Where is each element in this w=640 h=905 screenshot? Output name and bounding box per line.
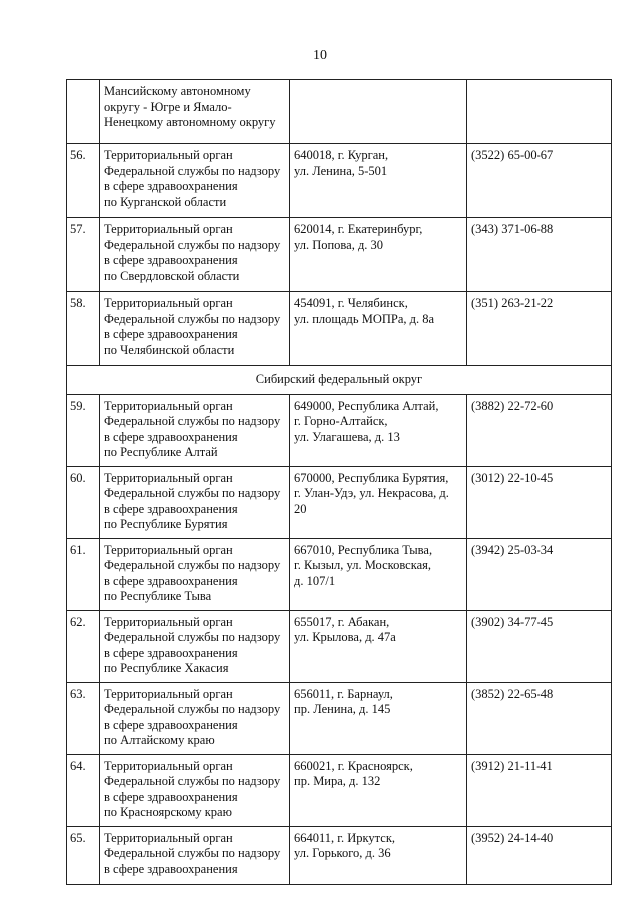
organization-name-line: по Свердловской области — [104, 268, 240, 283]
organization-name-line: по Красноярскому краю — [104, 805, 232, 819]
organization-name-line: Федеральной службы по надзору — [104, 486, 281, 500]
organization-name-line: Территориальный орган — [104, 614, 233, 629]
organization-name-line: в сфере здравоохранения — [104, 327, 238, 341]
organization-name-line: Территориальный орган — [104, 398, 233, 413]
organization-name-line: Территориальный орган — [104, 296, 233, 310]
organization-phone: (351) 263-21-22 — [467, 292, 612, 366]
organization-name — [100, 292, 290, 366]
section-row — [67, 366, 612, 395]
row-number: 58. — [67, 292, 100, 366]
section-title: Сибирский федеральный округ — [67, 366, 612, 395]
organization-phone: (3012) 22-10-45 — [467, 466, 612, 538]
organization-name-line: по Республике Алтай — [104, 445, 218, 459]
organization-name-line: Территориальный орган — [104, 222, 233, 236]
organization-name-line: Федеральной службы по надзору — [104, 163, 281, 178]
page-number: 10 — [313, 48, 327, 63]
row-number: 62. — [67, 610, 100, 682]
organization-name — [100, 144, 290, 218]
organization-name-line: в сфере здравоохранения — [104, 501, 238, 516]
section-row-group — [67, 366, 612, 395]
organization-address — [290, 144, 467, 218]
organization-address-line: 667010, Республика Тыва, — [294, 542, 433, 557]
organization-address — [290, 754, 467, 826]
organization-name-line: в сфере здравоохранения — [104, 717, 238, 732]
organization-name — [100, 826, 290, 884]
organization-address-line: ул. площадь МОПРа, д. 8а — [294, 311, 435, 326]
table-row — [67, 682, 612, 754]
organization-name-line: в сфере здравоохранения — [104, 573, 238, 588]
organization-name-line: Территориальный орган — [104, 686, 233, 701]
organization-name-line: по Республике Тыва — [104, 589, 212, 603]
organization-address-line: пр. Ленина, д. 145 — [294, 702, 391, 716]
table-row — [67, 610, 612, 682]
organization-name — [100, 394, 290, 466]
row-number: 63. — [67, 682, 100, 754]
organization-name-line: Мансийскому автономному — [104, 84, 251, 98]
row-number: 64. — [67, 754, 100, 826]
organization-address — [290, 80, 467, 144]
row-number: 57. — [67, 218, 100, 292]
organization-phone: (3912) 21-11-41 — [467, 754, 612, 826]
table-row — [67, 292, 612, 366]
organization-name-line: в сфере здравоохранения — [104, 429, 238, 444]
row-number: 61. — [67, 538, 100, 610]
organization-address — [290, 826, 467, 884]
organization-address — [290, 682, 467, 754]
row-number — [67, 80, 100, 144]
organization-address — [290, 538, 467, 610]
organization-name-line: по Алтайскому краю — [104, 733, 215, 747]
organization-address-line: 620014, г. Екатеринбург, — [294, 222, 423, 236]
organization-name — [100, 682, 290, 754]
organization-name — [100, 80, 290, 144]
organization-name-line: в сфере здравоохранения — [104, 861, 238, 876]
organization-address-line: г. Кызыл, ул. Московская, — [294, 558, 431, 572]
organization-address-line: д. 107/1 — [294, 573, 336, 588]
organization-name-line: Федеральной службы по надзору — [104, 846, 281, 860]
organization-address-line: ул. Попова, д. 30 — [294, 237, 384, 252]
organization-address-line: 660021, г. Красноярск, — [294, 758, 413, 773]
organization-address-line: ул. Крылова, д. 47а — [294, 630, 396, 644]
organization-address — [290, 292, 467, 366]
organization-name-line: Федеральной службы по надзору — [104, 311, 281, 326]
organization-name — [100, 610, 290, 682]
organization-address — [290, 610, 467, 682]
organization-name-line: по Курганской области — [104, 194, 227, 209]
organization-address — [290, 466, 467, 538]
row-number: 65. — [67, 826, 100, 884]
organization-address-line: 670000, Республика Бурятия, — [294, 470, 449, 485]
organization-name-line: Федеральной службы по надзору — [104, 702, 281, 716]
table-row — [67, 394, 612, 466]
organization-name-line: Федеральной службы по надзору — [104, 558, 281, 572]
organization-phone — [467, 80, 612, 144]
organization-name-line: Федеральной службы по надзору — [104, 774, 281, 788]
organization-address-line: 655017, г. Абакан, — [294, 614, 390, 629]
organization-name — [100, 538, 290, 610]
organization-address-line: 656011, г. Барнаул, — [294, 686, 393, 701]
row-number: 59. — [67, 394, 100, 466]
organization-address-line: пр. Мира, д. 132 — [294, 774, 381, 788]
organization-address-line: 664011, г. Иркутск, — [294, 830, 396, 845]
organization-address-line: 649000, Республика Алтай, — [294, 398, 439, 413]
organization-name-line: Территориальный орган — [104, 830, 233, 845]
organization-address-line: г. Горно-Алтайск, — [294, 414, 388, 428]
organization-name-line: в сфере здравоохранения — [104, 253, 238, 267]
organization-name-line: по Республике Бурятия — [104, 517, 228, 531]
table-row — [67, 80, 612, 144]
table-row — [67, 218, 612, 292]
organization-name-line: Территориальный орган — [104, 758, 233, 773]
organizations-table — [66, 79, 612, 885]
table-row — [67, 754, 612, 826]
organization-phone: (3952) 24-14-40 — [467, 826, 612, 884]
organization-name-line: Федеральной службы по надзору — [104, 630, 281, 644]
organization-address-line: ул. Улагашева, д. 13 — [294, 429, 400, 444]
organization-name-line: Территориальный орган — [104, 542, 233, 557]
table-row — [67, 826, 612, 884]
organization-phone: (3882) 22-72-60 — [467, 394, 612, 466]
row-number: 60. — [67, 466, 100, 538]
organization-name-line: в сфере здравоохранения — [104, 645, 238, 660]
organization-address — [290, 394, 467, 466]
table-row — [67, 538, 612, 610]
organization-name-line: по Республике Хакасия — [104, 661, 229, 675]
organization-name-line: в сфере здравоохранения — [104, 789, 238, 804]
organization-name-line: Ненецкому автономному округу — [104, 115, 276, 129]
organization-address-line: ул. Ленина, 5-501 — [294, 163, 388, 178]
organization-name-line: Федеральной службы по надзору — [104, 414, 281, 428]
organization-address — [290, 218, 467, 292]
organization-name-line: по Челябинской области — [104, 342, 235, 357]
organization-name-line: Территориальный орган — [104, 148, 233, 162]
organization-phone: (3942) 25-03-34 — [467, 538, 612, 610]
organization-phone: (3522) 65-00-67 — [467, 144, 612, 218]
organization-address-line: 454091, г. Челябинск, — [294, 296, 408, 310]
organization-address-line: 20 — [294, 501, 307, 516]
table-body-before-section — [67, 80, 612, 366]
organization-phone: (343) 371-06-88 — [467, 218, 612, 292]
organization-name — [100, 466, 290, 538]
organization-name-line: в сфере здравоохранения — [104, 179, 238, 193]
organization-name-line: Федеральной службы по надзору — [104, 237, 281, 252]
row-number: 56. — [67, 144, 100, 218]
organization-name — [100, 218, 290, 292]
organization-address-line: ул. Горького, д. 36 — [294, 846, 391, 860]
organization-phone: (3902) 34-77-45 — [467, 610, 612, 682]
table-row — [67, 144, 612, 218]
organization-name — [100, 754, 290, 826]
table-body-after-section — [67, 394, 612, 884]
organization-address-line: 640018, г. Курган, — [294, 148, 389, 162]
organization-address-line: г. Улан-Удэ, ул. Некрасова, д. — [294, 486, 449, 500]
organization-name-line: Территориальный орган — [104, 470, 233, 485]
table-row — [67, 466, 612, 538]
organization-phone: (3852) 22-65-48 — [467, 682, 612, 754]
organization-name-line: округу - Югре и Ямало- — [104, 99, 232, 114]
